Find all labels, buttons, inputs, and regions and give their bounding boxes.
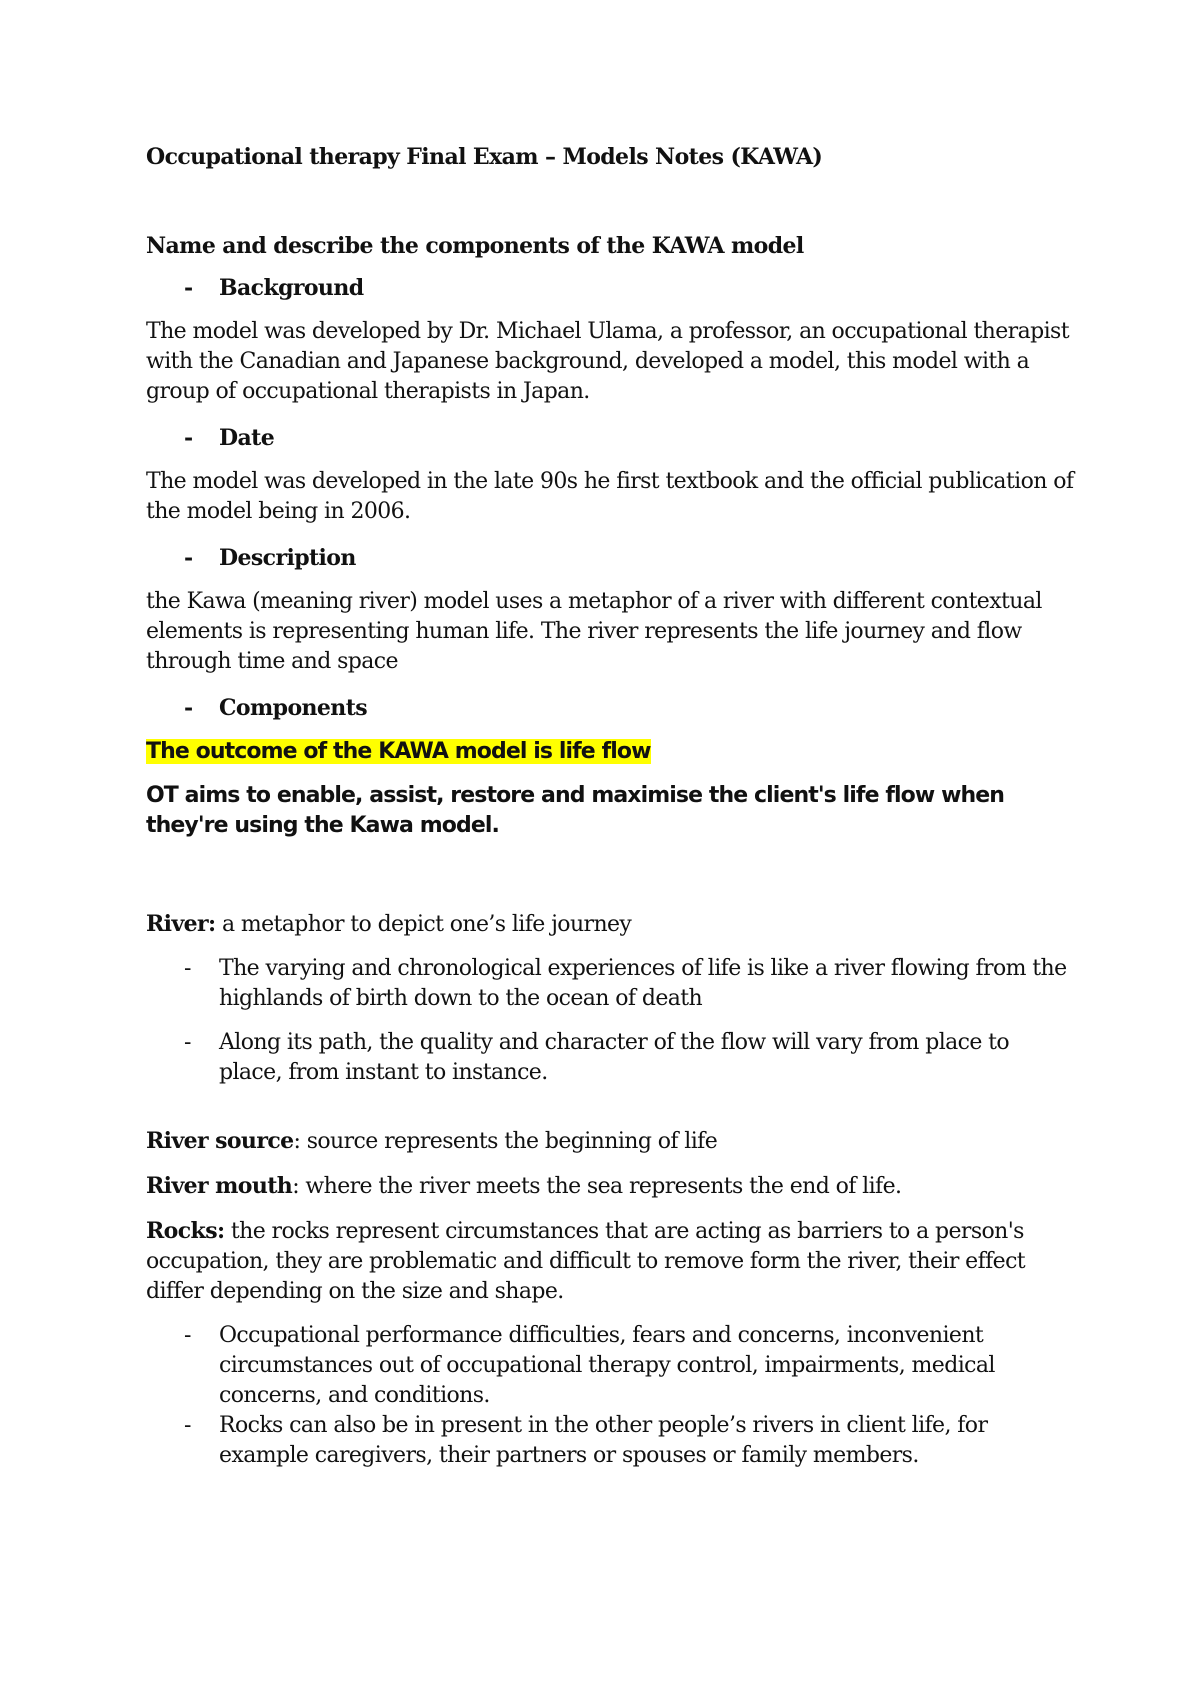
highlighted-outcome-text: The outcome of the KAWA model is life flow bbox=[146, 739, 651, 764]
river-definition-text: a metaphor to depict one’s life journey bbox=[215, 912, 632, 937]
river-source-definition-text: : source represents the beginning of life bbox=[293, 1129, 718, 1154]
date-heading bbox=[146, 423, 1076, 453]
date-paragraph: The model was developed in the late 90s he first textbook and the official publication of the model being in 2006. bbox=[146, 469, 1074, 524]
list-item bbox=[146, 1411, 1076, 1471]
description-heading-text: Description bbox=[219, 545, 356, 571]
background-paragraph: The model was developed by Dr. Michael Ulama, a professor, an occupational therapist with the Canadian and Japanese background, developed a model, this model with a group of occupational therapists in Japan. bbox=[146, 319, 1069, 404]
document-body bbox=[146, 142, 1076, 1485]
river-bullet-2: Along its path, the quality and character of the flow will vary from place to place, from instant to instance. bbox=[219, 1030, 1010, 1085]
description-paragraph: the Kawa (meaning river) model uses a metaphor of a river with different contextual elements is representing human life. The river represents the life journey and flow through time and space bbox=[146, 589, 1042, 674]
rocks-definition-text: the rocks represent circumstances that are acting as barriers to a person's occupation, they are problematic and difficult to remove form the river, their effect differ depending on the size and shape. bbox=[146, 1219, 1026, 1304]
ot-aim-statement: OT aims to enable, assist, restore and maximise the client's life flow when they're using the Kawa model. bbox=[146, 783, 1005, 838]
list-item bbox=[146, 954, 1076, 1014]
dash-marker: - bbox=[184, 1323, 191, 1348]
components-heading-text: Components bbox=[219, 695, 368, 721]
river-mouth-term: River mouth bbox=[146, 1173, 293, 1199]
dash-marker: - bbox=[184, 425, 193, 451]
list-item bbox=[146, 1321, 1076, 1411]
river-bullet-list bbox=[146, 954, 1076, 1088]
document-title: Occupational therapy Final Exam – Models Notes (KAWA) bbox=[146, 144, 823, 170]
description-heading bbox=[146, 543, 1076, 573]
river-mouth-definition bbox=[146, 1171, 1076, 1202]
dash-marker: - bbox=[184, 1413, 191, 1438]
components-heading bbox=[146, 693, 1076, 723]
dash-marker: - bbox=[184, 695, 193, 721]
background-heading bbox=[146, 273, 1076, 303]
river-term: River: bbox=[146, 911, 216, 937]
river-mouth-definition-text: : where the river meets the sea represents the end of life. bbox=[292, 1174, 902, 1199]
rocks-definition bbox=[146, 1216, 1076, 1307]
river-definition bbox=[146, 909, 1076, 940]
date-heading-text: Date bbox=[219, 425, 275, 451]
list-item bbox=[146, 1028, 1076, 1088]
dash-marker: - bbox=[184, 275, 193, 301]
dash-marker: - bbox=[184, 956, 191, 981]
question-heading: Name and describe the components of the KAWA model bbox=[146, 233, 804, 259]
rocks-bullet-1: Occupational performance difficulties, fears and concerns, inconvenient circumstances out of occupational therapy control, impairments, medical concerns, and conditions. bbox=[219, 1323, 995, 1408]
rocks-term: Rocks: bbox=[146, 1218, 225, 1244]
dash-marker: - bbox=[184, 1030, 191, 1055]
river-source-term: River source bbox=[146, 1128, 294, 1154]
background-heading-text: Background bbox=[219, 275, 364, 301]
rocks-bullet-2: Rocks can also be in present in the other people’s rivers in client life, for example caregivers, their partners or spouses or family members. bbox=[219, 1413, 988, 1468]
rocks-bullet-list bbox=[146, 1321, 1076, 1471]
highlighted-outcome bbox=[146, 737, 1076, 767]
river-bullet-1: The varying and chronological experiences of life is like a river flowing from the highlands of birth down to the ocean of death bbox=[219, 956, 1067, 1011]
river-source-definition bbox=[146, 1126, 1076, 1157]
dash-marker: - bbox=[184, 545, 193, 571]
